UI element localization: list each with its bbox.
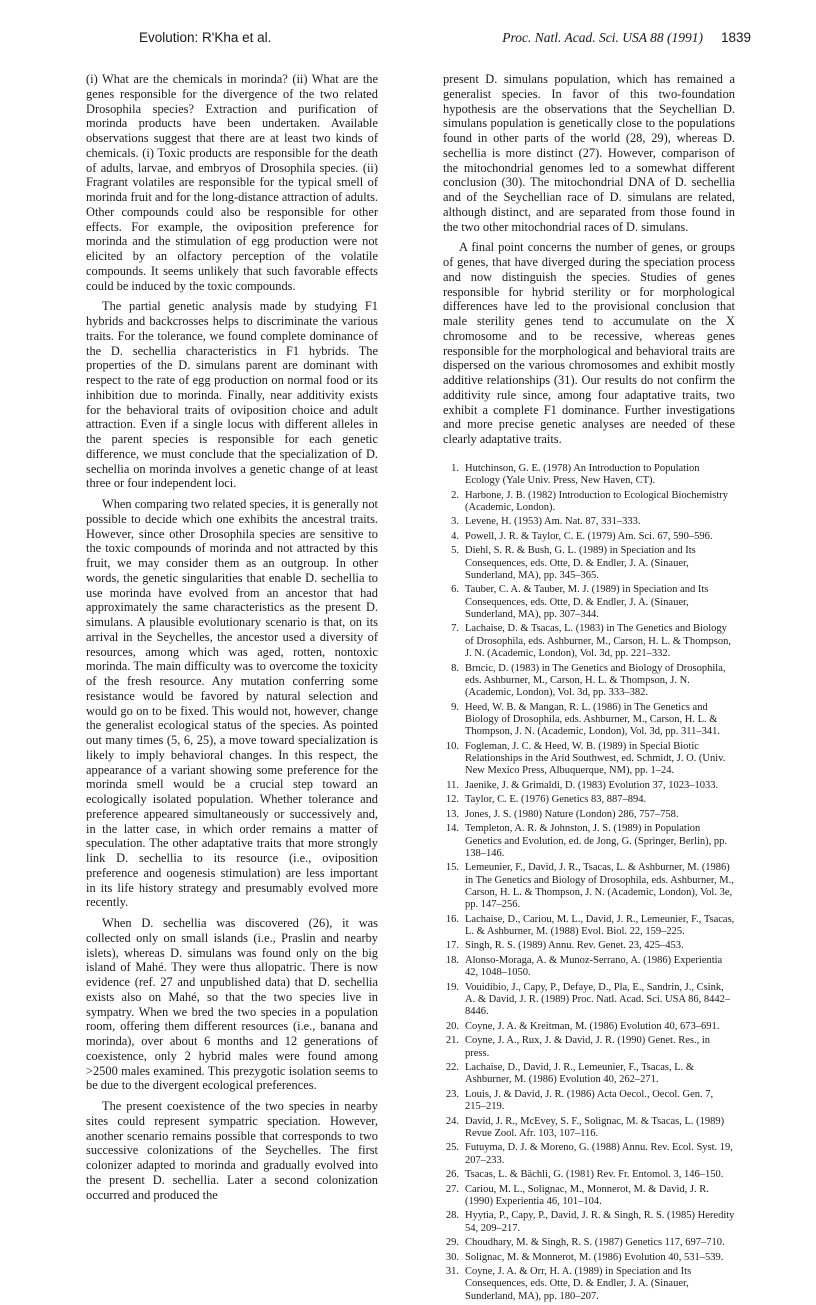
reference-item: 25. Futuyma, D. J. & Moreno, G. (1988) Annu. Rev. Ecol. Syst. 19, 207–233.: [445, 1142, 733, 1166]
reference-item: 3. Levene, H. (1953) Am. Nat. 87, 331–333.: [451, 516, 641, 528]
reference-item: 21. Coyne, J. A., Rux, J. & David, J. R. (1990) Genet. Res., in press.: [445, 1035, 710, 1059]
reference-item: 7. Lachaise, D. & Tsacas, L. (1983) in The Genetics and Biology of Drosophila, eds. Ashburner, M., Carson, H. L. & Thompson, J. N. (Academic, London), Vol. 3d, pp. 221–332.: [451, 623, 731, 660]
section-author-label: Evolution: R'Kha et al.: [139, 30, 272, 45]
journal-name: Proc. Natl. Acad. Sci. USA 88 (1991): [502, 30, 703, 45]
paragraph: The partial genetic analysis made by studying F1 hybrids and backcrosses helps to discriminate the various traits. For the tolerance, we found complete dominance of the D. sechellia characteristics in F1 hybrids. The properties of the D. simulans parent are dominant with respect to the rate of egg production on normal food or its inhibition due to morinda. Finally, near additivity exists for the behavioral traits of oviposition choice and adult attraction. Even if a single locus with different alleles in the parent species is responsible for each genetic difference, we must conclude that the specialization of D. sechellia on morinda involves a genetic change of at least three or four independent loci.: [86, 299, 378, 491]
reference-item: 6. Tauber, C. A. & Tauber, M. J. (1989) in Speciation and Its Consequences, eds. Otte, D. & Endler, J. A. (Sinauer, Sunderland, MA), pp. 307–344.: [451, 584, 709, 620]
paragraph: When comparing two related species, it is generally not possible to decide which one exhibits the ancestral traits. However, since other Drosophila species are sensitive to the toxic compounds of morinda and not attracted by this fruit, we may consider them as an outgroup. In other words, the genetic singularities that enable D. sechellia to use morinda have evolved from an ancestor that had approximately the same characteristics as the present D. simulans. A plausible evolutionary scenario is that, on its arrival in the Seychelles, the ancestor used a diversity of resources, among which was aged, rotten, nontoxic morinda. The main difficulty was to overcome the toxicity of the fresh resource. Any mutation conferring some resistance would be favored by natural selection and would go on to be fixed. This would not, however, change the generalist ecological status of the species. As pointed out many times (5, 6, 25), a move toward specialization is likely to imply behavioral changes. In this respect, the appearance of a variant showing some preference for the morinda smell would be a crucial step toward an ecologically isolated population. Whether tolerance and preference appeared simultaneously or successively and, in the latter case, in which order remains a matter of speculation. The other adaptative traits that more strongly link D. sechellia to its resource (i.e., oviposition preference and oogenesis stimulation) are less important in its life history strategy and presumably evolved more recently.: [86, 497, 378, 910]
reference-item: 23. Louis, J. & David, J. R. (1986) Acta Oecol., Oecol. Gen. 7, 215–219.: [445, 1088, 714, 1113]
paragraph: (i) What are the chemicals in morinda? (ii) What are the genes responsible for the divergence of the two related Drosophila species? Extraction and purification of morinda products have been undertaken. Available observations suggest that there are at least two kinds of chemicals. (i) Toxic products are responsible for the death of adults, larvae, and embryos of Drosophila species. (ii) Fragrant volatiles are responsible for the typical smell of morinda fruit and for the long-distance attraction of adults. Other compounds could also be responsible for other effects. For example, the oviposition preference for morinda and the stimulation of egg production were not elicited by an olfactory perception of the volatile compounds. It seems unlikely that such favorable effects could be induced by the toxic compounds.: [86, 72, 378, 293]
reference-item: 14. Templeton, A. R. & Johnston, J. S. (1989) in Population Genetics and Evolution, ed. de Jong, G. (Springer, Berlin), pp. 138–146.: [445, 823, 728, 859]
paragraph: The present coexistence of the two species in nearby sites could represent sympatric speciation. However, another scenario remains possible that corresponds to two successive colonizations of the Seychelles. The first colonizer adapted to morinda and gradually evolved into the present D. sechellia. Later a second colonization occurred and produced the: [86, 1099, 378, 1202]
journal-citation: [502, 30, 751, 46]
reference-item: 9. Heed, W. B. & Mangan, R. L. (1986) in The Genetics and Biology of Drosophila, eds. Ashburner, M., Carson, H. L. & Thompson, J. N. (Academic, London), Vol. 3d, pp. 311–341.: [451, 701, 720, 738]
reference-item: 18. Alonso-Moraga, A. & Munoz-Serrano, A. (1986) Experientia 42, 1048–1050.: [445, 954, 723, 979]
reference-item: 24. David, J. R., McEvey, S. F., Solignac, M. & Tsacas, L. (1989) Revue Zool. Afr. 103, 107–116.: [445, 1115, 725, 1139]
reference-item: 28. Hyytia, P., Capy, P., David, J. R. & Singh, R. S. (1985) Heredity 54, 209–217.: [445, 1210, 735, 1234]
left-column: [86, 72, 378, 1202]
reference-item: 2. Harbone, J. B. (1982) Introduction to Ecological Biochemistry (Academic, London).: [451, 489, 729, 513]
reference-item: 29. Choudhary, M. & Singh, R. S. (1987) Genetics 117, 697–710.: [445, 1237, 725, 1249]
reference-item: 1. Hutchinson, G. E. (1978) An Introduction to Population Ecology (Yale Univ. Press, New Haven, CT).: [451, 462, 700, 487]
paragraph: present D. simulans population, which has remained a generalist species. In favor of this two-foundation hypothesis are the observations that the Seychellian D. simulans population is genetically close to the populations found in other parts of the world (28, 29), whereas D. sechellia is more distinct (27). However, comparison of the mitochondrial genomes led to a somewhat different conclusion (30). The mitochondrial DNA of D. sechellia and of the Seychellian race of D. simulans are related, although distinct, and are separated from those found in the two other mitochondrial races of D. simulans.: [443, 72, 735, 234]
reference-item: 8. Brncic, D. (1983) in The Genetics and Biology of Drosophila, eds. Ashburner, M., Carson, H. L. & Thompson, J. N. (Academic, London), Vol. 3d, pp. 333–382.: [451, 662, 726, 699]
reference-item: 13. Jones, J. S. (1980) Nature (London) 286, 757–758.: [445, 808, 679, 820]
reference-item: 27. Cariou, M. L., Solignac, M., Monnerot, M. & David, J. R. (1990) Experientia 46, 101–104.: [445, 1183, 709, 1207]
reference-list: [443, 463, 735, 1303]
running-header: [0, 30, 816, 52]
reference-item: 11. Jaenike, J. & Grimaldi, D. (1983) Evolution 37, 1023–1033.: [446, 779, 719, 791]
reference-item: 5. Diehl, S. R. & Bush, G. L. (1989) in Speciation and Its Consequences, eds. Otte, D. & Endler, J. A. (Sinauer, Sunderland, MA), pp. 345–365.: [451, 545, 696, 581]
reference-item: 19. Vouidibio, J., Capy, P., Defaye, D., Pla, E., Sandrin, J., Csink, A. & David, J. R. (1989) Proc. Natl. Acad. Sci. USA 86, 8442–8446.: [445, 981, 731, 1018]
reference-item: 17. Singh, R. S. (1989) Annu. Rev. Genet. 23, 425–453.: [445, 940, 684, 952]
reference-item: 20. Coyne, J. A. & Kreitman, M. (1986) Evolution 40, 673–691.: [445, 1020, 720, 1032]
reference-item: 31. Coyne, J. A. & Orr, H. A. (1989) in Speciation and Its Consequences, eds. Otte, D. & Endler, J. A. (Sinauer, Sunderland, MA), pp. 180–207.: [445, 1266, 692, 1302]
reference-item: 10. Fogleman, J. C. & Heed, W. B. (1989) in Special Biotic Relationships in the Arid Southwest, ed. Schmidt, J. O. (Univ. New Mexico Press, Albuquerque, NM), pp. 1–24.: [445, 740, 726, 777]
right-column: [443, 72, 735, 1305]
reference-item: 12. Taylor, C. E. (1976) Genetics 83, 887–894.: [445, 794, 647, 806]
reference-item: 4. Powell, J. R. & Taylor, C. E. (1979) Am. Sci. 67, 590–596.: [451, 530, 713, 542]
reference-item: 22. Lachaise, D., David, J. R., Lemeunier, F., Tsacas, L. & Ashburner, M. (1986) Evolution 40, 262–271.: [445, 1062, 695, 1086]
reference-item: 15. Lemeunier, F., David, J. R., Tsacas, L. & Ashburner, M. (1986) in The Genetics and Biology of Drosophila, eds. Ashburner, M., Carson, H. L. & Thompson, J. N. (Academic, London), Vol. 3e, pp. 147–256.: [445, 862, 734, 911]
paragraph: When D. sechellia was discovered (26), it was collected only on small islands (i.e., Praslin and nearby islets), whereas D. simulans was found only on the big island of Mahé. They were thus allopatric. There is now evidence (ref. 27 and unpublished data) that D. sechellia exists also on Mahé, so that the two species live in sympatry. When we bred the two species in a population room, offering them different resources (i.e., banana and morinda), over about 6 months and 12 generations of coexistence, only 2 hybrid males were found among >2500 males examined. This prezygotic isolation seems to be due to the divergent ecological preferences.: [86, 916, 378, 1093]
reference-item: 16. Lachaise, D., Cariou, M. L., David, J. R., Lemeunier, F., Tsacas, L. & Ashburner, M. (1988) Evol. Biol. 22, 159–225.: [445, 913, 735, 937]
paragraph: A final point concerns the number of genes, or groups of genes, that have diverged during the speciation process and now distinguish the species. Studies of genes responsible for hybrid sterility or for morphological differences have led to the provisional conclusion that male sterility genes tend to accumulate on the X chromosome and to be recessive, whereas genes responsible for the morphological and behavioral traits are dispersed on the various chromosomes and exhibit mostly additive relationships (31). Our results do not confirm the additivity rule since, among four adaptative traits, two exhibit a complete F1 dominance. Further investigations and more precise genetic analyses are needed of these clearly adaptative traits.: [443, 240, 735, 446]
reference-item: 30. Solignac, M. & Monnerot, M. (1986) Evolution 40, 531–539.: [445, 1251, 724, 1263]
reference-item: 26. Tsacas, L. & Bächli, G. (1981) Rev. Fr. Entomol. 3, 146–150.: [445, 1169, 724, 1181]
page-number: 1839: [720, 30, 751, 45]
